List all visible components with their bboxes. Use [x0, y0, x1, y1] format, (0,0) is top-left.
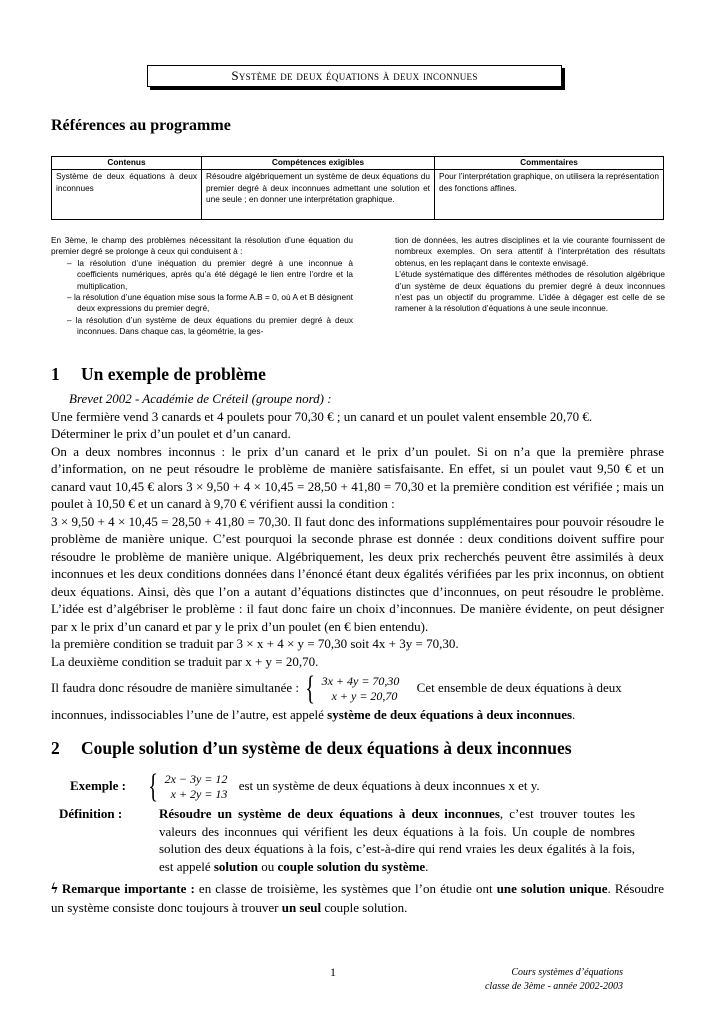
table-cell-contenus: Système de deux équations à deux inconnues — [52, 170, 202, 220]
program-paragraph: L’étude systématique des différentes méthodes de résolution algébrique d’un système de deux équations du premier degré à deux inconnues n’est pas un objectif du programme. L’idée à dégager est celle de se ramener à la résolution d’équations à une seule inconnue. — [395, 269, 665, 314]
paragraph: La deuxième condition se traduit par x + y = 20,70. — [51, 653, 319, 669]
program-intro: En 3ème, le champ des problèmes nécessitant la résolution d’une équation du premier degré se prolonge à ceux qui conduisent à : — [51, 235, 353, 257]
paragraph: Une fermière vend 3 canards et 4 poulets pour 70,30 € ; un canard et un poulet valent ensemble 20,70 €. — [51, 408, 593, 424]
section1-body — [51, 390, 664, 724]
paragraph: On a deux nombres inconnus : le prix d’un canard et le prix d’un poulet. Si on n’a que la première phrase d’information, on ne peut résoudre le problème de manière satisfaisante. En effet, si un poulet vaut 9,50 € et un canard vaut 10,45 € alors 3 × 9,50 + 4 × 10,45 = 28,50 + 41,80 = 70,30 et la première condition est vérifiée ; mais un poulet à 10,50 € et un canard à 9,70 € vérifient aussi la condition : — [51, 443, 664, 511]
equation: x + 2y = 13 — [170, 787, 228, 801]
system-brace: { 2x − 3y = 12 x + 2y = 13 — [148, 768, 228, 805]
page-number: 1 — [330, 965, 336, 979]
important-remark: ϟ Remarque importante : en classe de troisième, les systèmes que l’on étudie ont une solution unique. Résoudre un système consiste donc toujours à trouver un seul couple solution. — [51, 881, 664, 915]
paragraph: la première condition se traduit par 3 × x + 4 × y = 70,30 soit 4x + 3y = 70,30. — [51, 636, 459, 651]
table-cell-competences: Résoudre algébriquement un système de deux équations du premier degré à deux inconnues admettant une solution et une seule ; en donner une interprétation graphique. — [202, 170, 435, 220]
program-column-left — [51, 235, 353, 338]
definition-label: Définition : — [59, 806, 123, 821]
document-title: Système de deux équations à deux inconnues — [147, 65, 562, 87]
list-item: – la résolution d’un système de deux équations du premier degré à deux inconnues. Dans chaque cas, la géométrie, la ges- — [67, 314, 354, 337]
example-line — [70, 770, 650, 804]
paragraph: inconnues, indissociables l’une de l’autre, est appelé système de deux équations à deux inconnues. — [51, 707, 576, 722]
definition-text: Résoudre un système de deux équations à deux inconnues, c’est trouver toutes les valeurs des inconnues qui vérifient les deux équations à la fois. Un couple de nombres solution des deux équations à la fois, c’est-à-dire qui rend vraies les deux égalités à la fois, est appelé solution ou couple solution du système. — [159, 806, 636, 874]
program-paragraph: tion de données, les autres disciplines et la vie courante fournissent de nombreux exemples. On sera attentif à l’interprétation des résultats obtenus, en les replaçant dans le contexte envisagé. — [395, 235, 665, 268]
equation: 2x − 3y = 12 — [164, 772, 228, 786]
table-header-contenus: Contenus — [52, 157, 202, 170]
section2-heading: 2 Couple solution d’un système de deux équations à deux inconnues — [51, 738, 572, 758]
list-item: – la résolution d’une équation mise sous la forme A.B = 0, où A et B désignent deux expressions du premier degré, — [67, 292, 353, 314]
paragraph: Déterminer le prix d’un poulet et d’un canard. — [51, 426, 291, 441]
table-cell-commentaires: Pour l’interprétation graphique, on utilisera la représentation des fonctions affines. — [435, 170, 664, 220]
table-header-competences: Compétences exigibles — [202, 157, 435, 170]
example-text: est un système de deux équations à deux inconnues x et y. — [238, 777, 540, 793]
problem-source: Brevet 2002 - Académie de Créteil (groupe nord) : — [69, 391, 332, 406]
equation: 3x + 4y = 70,30 — [321, 674, 400, 688]
references-heading: Références au programme — [51, 117, 231, 134]
footer-course-info: Cours systèmes d’équations classe de 3ème - année 2002-2003 — [484, 967, 623, 992]
program-table — [51, 156, 664, 220]
section1-heading: 1 Un exemple de problème — [51, 364, 266, 384]
example-label: Exemple : — [70, 777, 126, 793]
table-header-commentaires: Commentaires — [435, 157, 664, 170]
paragraph: 3 × 9,50 + 4 × 10,45 = 28,50 + 41,80 = 70,30. Il faut donc des informations supplémentaires pour pouvoir résoudre le problème de manière unique. C’est pourquoi la seconde phrase est donnée : deux conditions doivent suffire pour résoudre le problème de manière unique. Algébriquement, les deux prix recherchés peuvent être assimilés à deux inconnues et les deux conditions données dans l’énoncé étant deux égalités vérifiées par les prix inconnus, on obtient deux équations. Ainsi, dès que l’on a autant d’équations distinctes que d’inconnues, on peut résoudre le problème. L’idée est d’algébriser le problème : il faut donc faire un choix d’inconnues. De manière évidente, on peut désigner par x le prix d’un canard et par y le prix d’un poulet (en € bien entendu). — [51, 513, 664, 634]
equation: x + y = 20,70 — [331, 689, 398, 703]
simultaneous-system-line: Il faudra donc résoudre de manière simultanée : { 3x + 4y = 70,30 x + y = 20,70 Cet ensemble de deux équations à deux — [51, 670, 622, 707]
list-item: – la résolution d’une inéquation du premier degré à une inconnue à coefficients numériques, après qu’a été dégagé le lien entre l’ordre et la multiplication, — [67, 257, 353, 291]
lightning-icon: ϟ — [51, 881, 58, 897]
system-brace: { 3x + 4y = 70,30 x + y = 20,70 — [305, 670, 400, 707]
program-column-right — [395, 235, 665, 315]
